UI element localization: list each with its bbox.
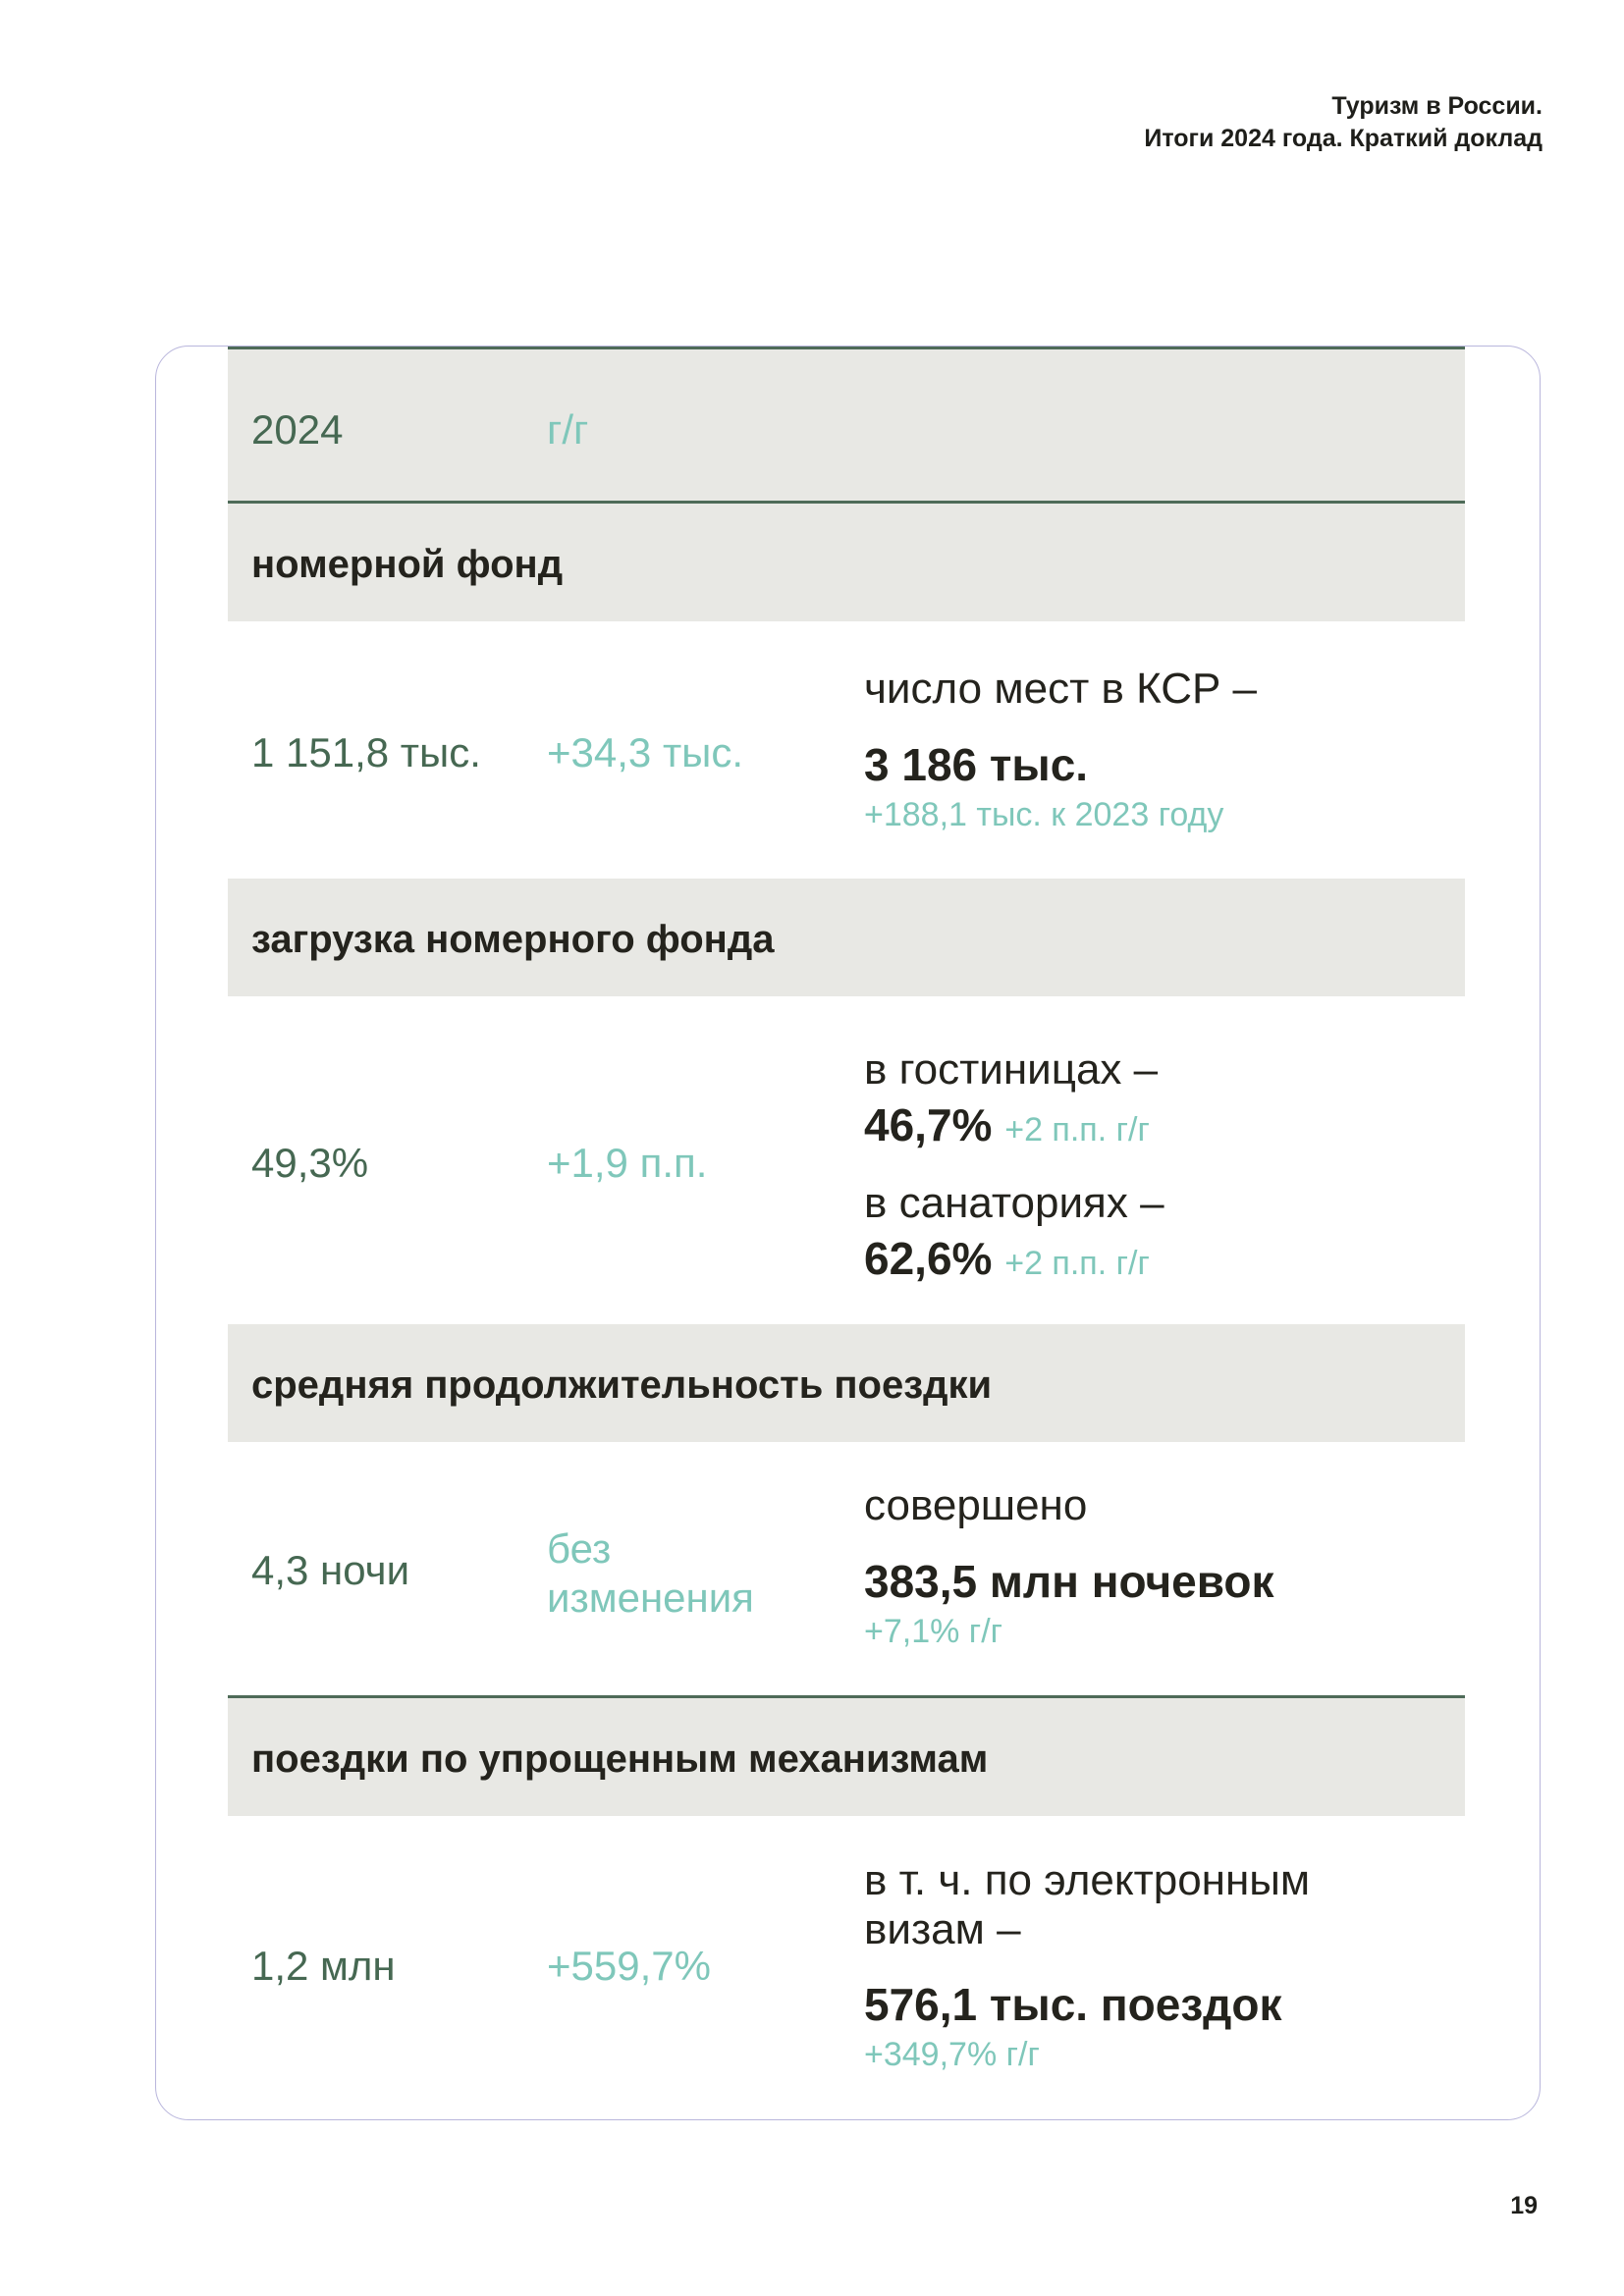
change-note: +7,1% г/г [864, 1613, 1003, 1650]
highlight-value: 576,1 тыс. поездок [864, 1979, 1282, 2030]
section-title-row [228, 879, 1465, 996]
value-cell: 1,2 млн [251, 1943, 396, 1989]
section-title-row [228, 504, 1465, 621]
summary-table [228, 347, 1465, 2073]
change-note: +188,1 тыс. к 2023 году [864, 796, 1224, 833]
change-cell: +559,7% [547, 1943, 711, 1989]
section-title: номерной фонд [251, 543, 564, 586]
change-cell: +1,9 п.п. [547, 1140, 708, 1186]
value-cell: 1 151,8 тыс. [251, 729, 481, 775]
change-line: изменения [547, 1575, 754, 1621]
description-line: визам – [864, 1905, 1021, 1953]
header-line-2: Итоги 2024 года. Краткий доклад [1144, 125, 1543, 152]
highlight-value: 62,6% [864, 1233, 993, 1284]
description-line: в т. ч. по электронным [864, 1856, 1311, 1904]
highlight-value-row [864, 1098, 1150, 1151]
table-header-row [228, 347, 1465, 504]
highlight-value-row [864, 1232, 1150, 1285]
change-note: +2 п.п. г/г [1004, 1245, 1150, 1282]
description-text: в гостиницах – [864, 1045, 1159, 1094]
description-text [864, 1856, 1310, 1954]
change-line: без [547, 1525, 612, 1572]
change-cell: +34,3 тыс. [547, 729, 744, 775]
highlight-value: 383,5 млн ночевок [864, 1556, 1274, 1607]
description-text: в санаториях – [864, 1179, 1164, 1227]
value-cell: 4,3 ночи [251, 1547, 410, 1593]
header-change: г/г [547, 406, 589, 453]
description-text: совершено [864, 1481, 1088, 1529]
header-line-1: Туризм в России. [1331, 92, 1543, 120]
page-number: 19 [1510, 2192, 1538, 2219]
description-text: число мест в КСР – [864, 665, 1258, 713]
section-title-row [228, 1695, 1465, 1816]
change-note: +2 п.п. г/г [1004, 1111, 1150, 1148]
section-title: загрузка номерного фонда [251, 918, 775, 961]
section-title: средняя продолжительность поездки [251, 1363, 993, 1407]
header-year: 2024 [251, 406, 344, 453]
document-header [1144, 90, 1543, 155]
highlight-value: 46,7% [864, 1099, 993, 1150]
section-title: поездки по упрощенным механизмам [251, 1737, 989, 1781]
highlight-value: 3 186 тыс. [864, 739, 1089, 790]
change-cell [547, 1524, 754, 1623]
change-note: +349,7% г/г [864, 2036, 1040, 2073]
section-title-row [228, 1324, 1465, 1442]
value-cell: 49,3% [251, 1140, 369, 1186]
